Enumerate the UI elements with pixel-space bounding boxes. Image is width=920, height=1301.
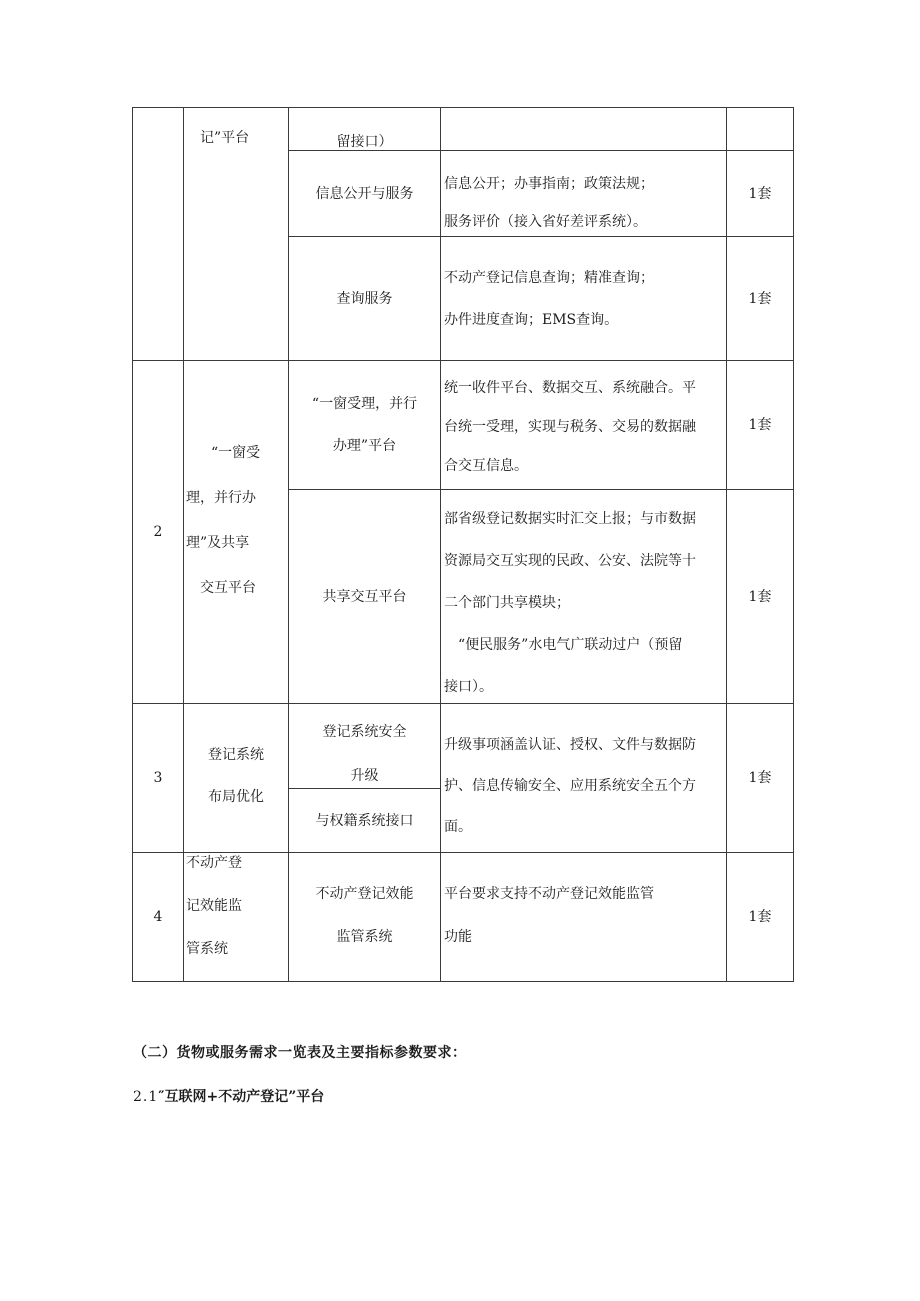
subitem-name-cell: 留接口） [336,134,393,150]
quantity-cell: 1套 [748,909,772,925]
row-number-cell: 2 [153,524,163,540]
quantity-cell: 1套 [748,290,772,307]
system-name-cell: “一窗受 理，并行办 理”及共享 交互平台 [186,445,261,596]
table-rule [183,107,184,982]
subitem-name-cell: 登记系统安全 升级 [322,724,407,784]
table-rule [132,360,794,361]
subsection-heading [133,1086,324,1106]
table-rule [132,981,794,982]
subitem-name-cell: 共享交互平台 [322,588,407,605]
subitem-name-cell: 查询服务 [336,290,393,307]
section-heading: （二）货物或服务需求一览表及主要指标参数要求： [133,1045,467,1061]
subitem-name-cell: 信息公开与服务 [315,185,414,202]
content-cell: 平台要求支持不动产登记效能监管 功能 [444,886,654,945]
system-name-cell: 登记系统 布局优化 [208,747,264,805]
content-cell: 部省级登记数据实时汇交上报；与市数据 资源局交互实现的民政、公安、法院等十 二个部门共享模块； “便民服务”水电气广联动过户（预留 接口）。 [444,511,696,695]
row-number-cell: 3 [153,770,163,786]
table-rule [132,703,794,704]
subsection-number: 2.1 [133,1089,159,1105]
content-cell: 不动产登记信息查询；精准查询； 办件进度查询；EMS查询。 [444,270,654,328]
table-rule [132,107,794,108]
quantity-cell: 1套 [748,770,772,786]
subitem-name-cell: “一窗受理，并行 办理”平台 [311,396,418,454]
content-cell: 统一收件平台、数据交互、系统融合。平 台统一受理，实现与税务、交易的数据融 合交互信息。 [444,380,696,474]
system-name-cell: 记”平台 [200,130,250,146]
row-number-cell: 4 [153,909,163,925]
content-cell: 信息公开；办事指南；政策法规； 服务评价（接入省好差评系统）。 [444,176,654,230]
subitem-name-cell: 与权籍系统接口 [315,812,414,829]
subitem-name-cell: 不动产登记效能 监管系统 [315,886,414,945]
table-rule [793,107,794,982]
content-cell: 升级事项涵盖认证、授权、文件与数据防 护、信息传输安全、应用系统安全五个方 面。 [444,737,696,835]
subsection-title: ″互联网+不动产登记”平台 [158,1089,325,1105]
quantity-cell: 1套 [748,417,772,433]
quantity-cell: 1套 [748,588,772,605]
system-name-cell: 不动产登 记效能监 管系统 [186,855,242,957]
table-rule [440,107,441,982]
quantity-cell: 1套 [748,185,772,202]
